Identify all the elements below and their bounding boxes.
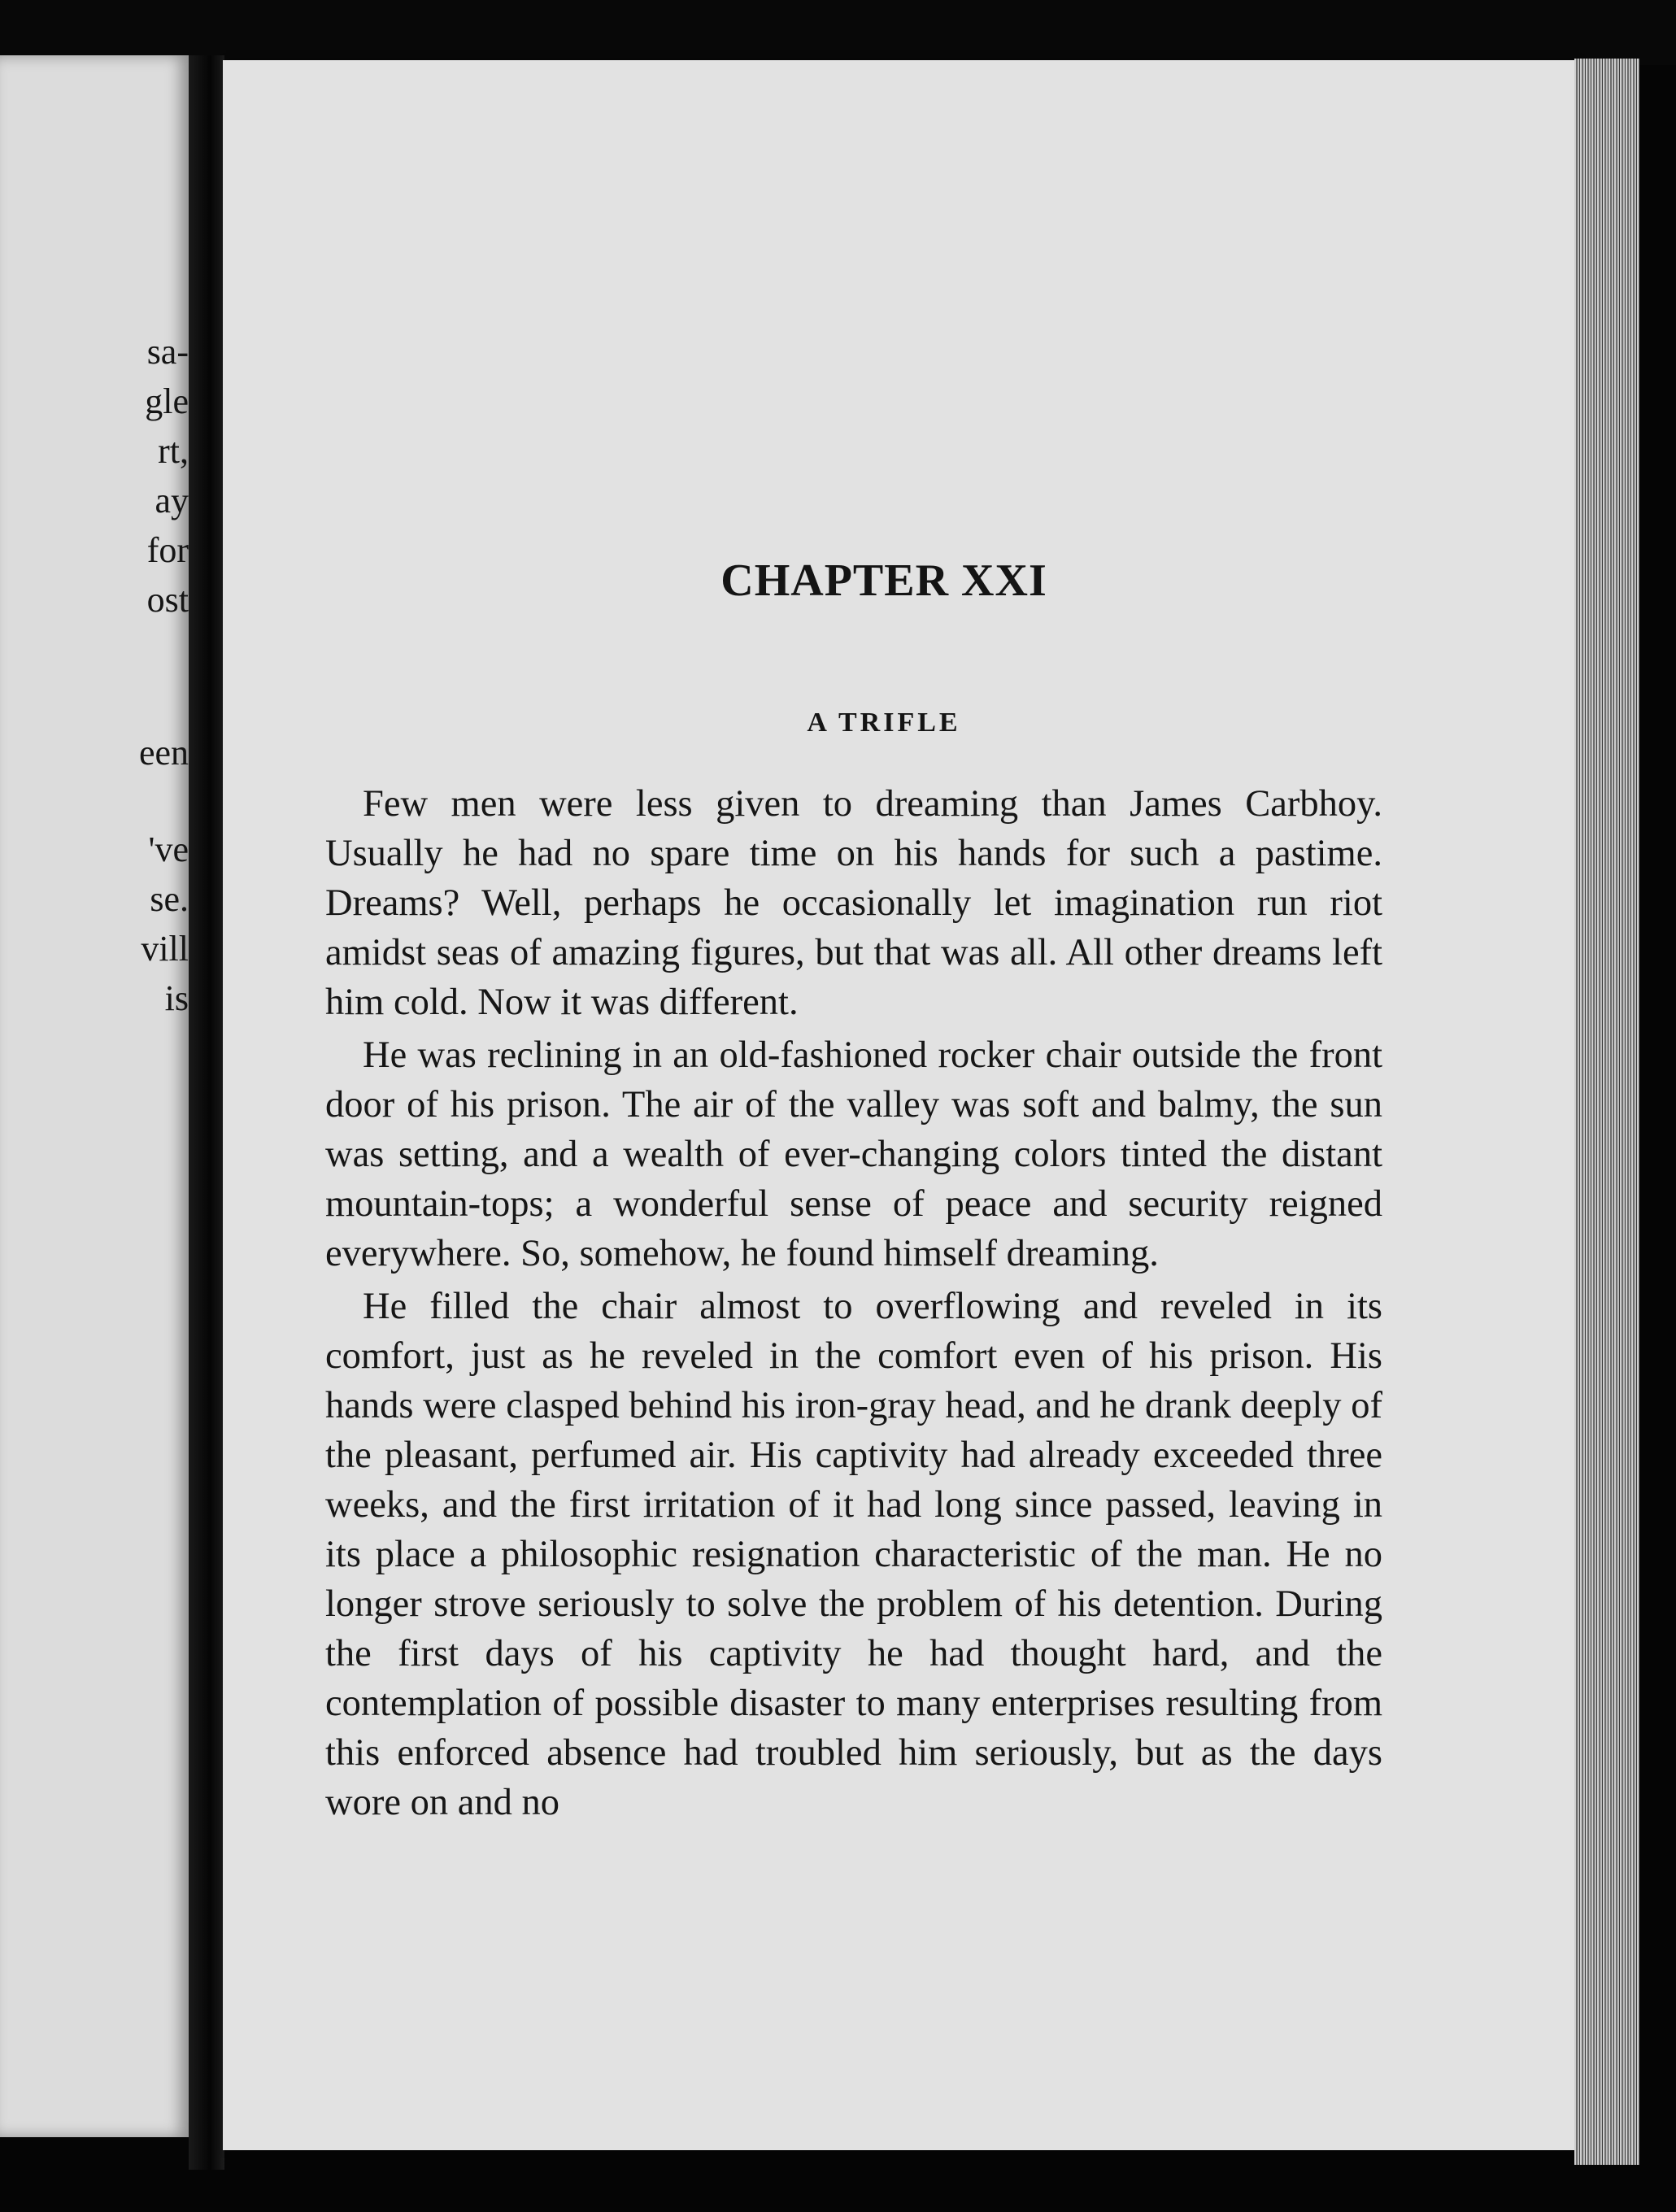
left-fragment-line: se.: [150, 879, 189, 919]
left-fragment-line: 've: [148, 830, 189, 869]
paragraph: Few men were less given to dreaming than James Carbhoy. Usually he had no spare time on his hands for such a pastime. Dreams? Well, perhaps he occasionally let imagination run riot amidst seas of amazing figures, but that was all. All other dreams left him cold. Now it was different.: [325, 783, 1382, 1023]
left-fragment-line: gle: [145, 381, 189, 421]
book-page: [223, 60, 1576, 2150]
left-facing-page: [0, 55, 189, 2137]
left-fragment-line: een: [138, 733, 189, 773]
left-fragment-line: sa-: [146, 332, 189, 372]
left-fragment-line: vill: [141, 929, 189, 969]
left-fragment-line: is: [164, 978, 189, 1018]
left-fragment-line: ay: [155, 481, 189, 520]
paragraph: He was reclining in an old-fashioned rocker chair outside the front door of his prison. The air of the valley was soft and balmy, the sun was setting, and a wealth of ever-changing colors tinted the distant mountain-tops; a wonderful sense of peace and security reigned everywhere. So, somehow, he found himself dreaming.: [325, 1034, 1382, 1274]
left-fragment-line: for: [146, 530, 189, 570]
chapter-title: CHAPTER XXI: [720, 555, 1047, 606]
chapter-body: [325, 779, 1382, 1831]
left-fragment-line: rt,: [158, 431, 189, 471]
paragraph: He filled the chair almost to overflowing and reveled in its comfort, just as he reveled in the comfort even of his prison. His hands were clasped behind his iron-gray head, and he drank deeply of the pleasant, perfumed air. His captivity had already exceeded three weeks, and the first irritation of it had long since passed, leaving in its place a philosophic resignation characteristic of the man. He no longer strove seriously to solve the problem of his detention. During the first days of his captivity he had thought hard, and the contemplation of possible disaster to many enterprises resulting from this enforced absence had troubled him seriously, but as the days wore on and no: [325, 1286, 1382, 1823]
book-spine-gutter: [189, 55, 224, 2170]
chapter-subtitle: A TRIFLE: [807, 708, 961, 738]
page-edges-stack: [1574, 59, 1639, 2165]
scan-top-border: [0, 0, 1676, 65]
left-fragment-line: ost: [146, 580, 189, 620]
